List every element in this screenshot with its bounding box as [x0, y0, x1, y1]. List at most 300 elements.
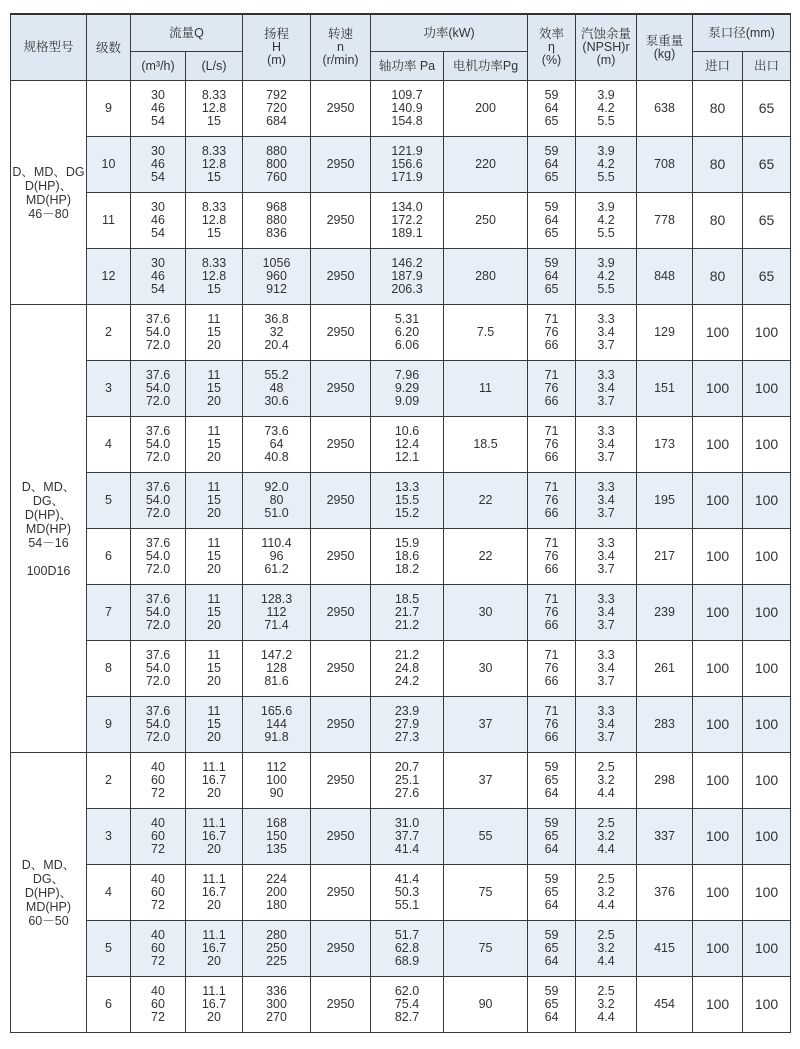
flow-ls-value: 20	[207, 394, 221, 408]
flow-ls-value: 15	[207, 717, 221, 731]
flow-ls-value: 11	[207, 424, 221, 438]
inlet-cell: 80	[693, 81, 743, 137]
head-value: 92.0	[264, 480, 289, 494]
flow-ls-cell	[186, 809, 243, 865]
speed-cell: 2950	[311, 809, 371, 865]
efficiency-value: 65	[544, 282, 559, 296]
flow-ls-value: 20	[207, 730, 221, 744]
flow-ls-value: 11.1	[202, 760, 226, 774]
npsh-value: 3.2	[597, 941, 615, 955]
head-value: 684	[266, 114, 287, 128]
efficiency-cell	[528, 305, 576, 361]
shaft-power-value: 12.1	[394, 450, 420, 464]
stage-cell: 7	[87, 585, 131, 641]
efficiency-value: 59	[544, 760, 559, 774]
flow-m3h-value: 37.6	[145, 424, 171, 438]
header-head: 扬程 H (m)	[243, 14, 311, 81]
flow-ls-value: 8.33	[201, 88, 227, 102]
npsh-value: 4.4	[597, 954, 615, 968]
outlet-cell: 100	[743, 585, 791, 641]
efficiency-value: 59	[544, 200, 559, 214]
efficiency-cell	[528, 361, 576, 417]
flow-ls-cell	[186, 193, 243, 249]
npsh-value: 5.5	[597, 114, 615, 128]
npsh-cell	[576, 361, 637, 417]
flow-m3h-cell	[131, 249, 186, 305]
flow-m3h-cell	[131, 977, 186, 1033]
npsh-value: 4.4	[597, 842, 615, 856]
table-row	[11, 641, 791, 697]
flow-ls-value: 20	[207, 506, 221, 520]
stage-cell: 5	[87, 921, 131, 977]
flow-m3h-value: 46	[151, 157, 165, 171]
flow-m3h-value: 72	[151, 842, 165, 856]
head-value: 90	[269, 786, 284, 800]
flow-m3h-value: 37.6	[145, 536, 171, 550]
flow-m3h-value: 46	[151, 269, 165, 283]
flow-m3h-value: 30	[151, 88, 165, 102]
head-cell	[243, 361, 311, 417]
head-value: 880	[266, 144, 287, 158]
outlet-cell: 65	[743, 249, 791, 305]
shaft-power-value: 31.0	[394, 816, 420, 830]
efficiency-cell	[528, 697, 576, 753]
head-value: 40.8	[264, 450, 289, 464]
head-cell	[243, 921, 311, 977]
flow-m3h-value: 72	[151, 898, 165, 912]
flow-m3h-value: 72	[151, 786, 165, 800]
inlet-cell: 100	[693, 865, 743, 921]
npsh-cell	[576, 529, 637, 585]
head-value: 100	[266, 773, 287, 787]
npsh-value: 3.3	[597, 368, 615, 382]
head-value: 61.2	[264, 562, 289, 576]
table-row	[11, 977, 791, 1033]
efficiency-value: 66	[544, 506, 559, 520]
npsh-value: 4.2	[597, 157, 615, 171]
shaft-power-value: 18.5	[394, 592, 420, 606]
flow-ls-cell	[186, 753, 243, 809]
shaft-power-value: 172.2	[391, 213, 423, 227]
flow-m3h-cell	[131, 753, 186, 809]
speed-cell: 2950	[311, 137, 371, 193]
head-cell	[243, 585, 311, 641]
npsh-value: 3.3	[597, 704, 615, 718]
flow-m3h-value: 40	[151, 928, 165, 942]
flow-m3h-value: 46	[151, 213, 165, 227]
head-value: 147.2	[260, 648, 293, 662]
flow-ls-value: 8.33	[201, 144, 227, 158]
head-value: 880	[266, 213, 287, 227]
shaft-power-value: 25.1	[394, 773, 420, 787]
weight-cell: 376	[637, 865, 693, 921]
efficiency-value: 76	[544, 493, 559, 507]
flow-ls-value: 11.1	[202, 928, 226, 942]
inlet-cell: 100	[693, 809, 743, 865]
shaft-power-cell	[371, 249, 444, 305]
outlet-cell: 100	[743, 473, 791, 529]
flow-ls-cell	[186, 697, 243, 753]
npsh-value: 3.3	[597, 424, 615, 438]
efficiency-cell	[528, 921, 576, 977]
efficiency-value: 65	[544, 226, 559, 240]
head-value: 64	[269, 437, 284, 451]
head-value: 135	[266, 842, 287, 856]
shaft-power-value: 18.2	[394, 562, 420, 576]
speed-cell: 2950	[311, 865, 371, 921]
npsh-value: 3.9	[597, 144, 615, 158]
stage-cell: 3	[87, 361, 131, 417]
weight-cell: 173	[637, 417, 693, 473]
outlet-cell: 100	[743, 361, 791, 417]
flow-ls-value: 11	[207, 648, 221, 662]
head-value: 112	[266, 760, 287, 774]
flow-ls-value: 16.7	[201, 829, 227, 843]
npsh-value: 5.5	[597, 170, 615, 184]
weight-cell: 415	[637, 921, 693, 977]
flow-ls-value: 16.7	[201, 941, 227, 955]
efficiency-value: 71	[544, 368, 559, 382]
outlet-cell: 65	[743, 137, 791, 193]
header-motor-power: 电机功率Pg	[444, 52, 528, 81]
efficiency-cell	[528, 249, 576, 305]
shaft-power-value: 109.7	[391, 88, 423, 102]
shaft-power-value: 146.2	[391, 256, 423, 270]
flow-ls-value: 15	[207, 170, 221, 184]
flow-m3h-cell	[131, 137, 186, 193]
shaft-power-cell	[371, 81, 444, 137]
shaft-power-value: 134.0	[391, 200, 423, 214]
efficiency-value: 66	[544, 618, 559, 632]
flow-m3h-value: 60	[151, 885, 165, 899]
shaft-power-value: 6.20	[394, 325, 420, 339]
head-value: 144	[266, 717, 287, 731]
npsh-value: 3.4	[597, 325, 615, 339]
inlet-cell: 100	[693, 529, 743, 585]
flow-m3h-value: 72	[151, 1010, 165, 1024]
flow-ls-cell	[186, 529, 243, 585]
table-row	[11, 137, 791, 193]
npsh-cell	[576, 249, 637, 305]
flow-m3h-value: 37.6	[145, 704, 171, 718]
npsh-cell	[576, 193, 637, 249]
npsh-value: 3.4	[597, 381, 615, 395]
shaft-power-value: 12.4	[394, 437, 420, 451]
npsh-value: 3.7	[597, 562, 615, 576]
flow-m3h-value: 72.0	[145, 618, 171, 632]
npsh-value: 5.5	[597, 282, 615, 296]
motor-power-cell: 55	[444, 809, 528, 865]
stage-cell: 6	[87, 977, 131, 1033]
npsh-value: 3.4	[597, 437, 615, 451]
head-value: 96	[269, 549, 284, 563]
stage-cell: 4	[87, 865, 131, 921]
npsh-value: 4.2	[597, 213, 615, 227]
inlet-cell: 100	[693, 753, 743, 809]
shaft-power-value: 206.3	[391, 282, 423, 296]
stage-cell: 11	[87, 193, 131, 249]
shaft-power-value: 18.6	[394, 549, 420, 563]
efficiency-cell	[528, 417, 576, 473]
head-cell	[243, 697, 311, 753]
npsh-value: 3.4	[597, 717, 615, 731]
shaft-power-value: 50.3	[394, 885, 420, 899]
weight-cell: 261	[637, 641, 693, 697]
flow-ls-value: 8.33	[201, 256, 227, 270]
shaft-power-value: 41.4	[394, 842, 420, 856]
flow-m3h-value: 54	[151, 282, 165, 296]
outlet-cell: 100	[743, 417, 791, 473]
efficiency-value: 64	[544, 842, 559, 856]
head-value: 224	[266, 872, 287, 886]
motor-power-cell: 90	[444, 977, 528, 1033]
npsh-value: 3.4	[597, 661, 615, 675]
table-row	[11, 529, 791, 585]
efficiency-value: 65	[544, 941, 559, 955]
efficiency-value: 71	[544, 648, 559, 662]
stage-cell: 9	[87, 81, 131, 137]
shaft-power-value: 140.9	[391, 101, 423, 115]
motor-power-cell: 75	[444, 865, 528, 921]
efficiency-value: 66	[544, 674, 559, 688]
shaft-power-cell	[371, 865, 444, 921]
header-inlet: 进口	[693, 52, 743, 81]
head-value: 760	[266, 170, 287, 184]
speed-cell: 2950	[311, 921, 371, 977]
head-value: 150	[266, 829, 287, 843]
npsh-value: 3.7	[597, 730, 615, 744]
flow-m3h-cell	[131, 641, 186, 697]
flow-ls-value: 11	[207, 536, 221, 550]
npsh-value: 3.3	[597, 592, 615, 606]
speed-cell: 2950	[311, 753, 371, 809]
head-value: 20.4	[264, 338, 289, 352]
efficiency-value: 59	[544, 872, 559, 886]
flow-m3h-value: 72	[151, 954, 165, 968]
efficiency-value: 59	[544, 984, 559, 998]
stage-cell: 6	[87, 529, 131, 585]
efficiency-value: 64	[544, 1010, 559, 1024]
npsh-value: 3.2	[597, 997, 615, 1011]
npsh-value: 2.5	[597, 984, 615, 998]
flow-m3h-value: 72.0	[145, 730, 171, 744]
flow-m3h-cell	[131, 865, 186, 921]
shaft-power-value: 6.06	[394, 338, 420, 352]
head-cell	[243, 193, 311, 249]
shaft-power-value: 62.8	[394, 941, 420, 955]
flow-m3h-value: 54.0	[145, 437, 171, 451]
flow-ls-value: 16.7	[201, 885, 227, 899]
shaft-power-value: 10.6	[394, 424, 420, 438]
efficiency-cell	[528, 865, 576, 921]
shaft-power-cell	[371, 977, 444, 1033]
speed-cell: 2950	[311, 697, 371, 753]
head-cell	[243, 249, 311, 305]
flow-ls-value: 20	[207, 954, 221, 968]
head-value: 112	[266, 605, 287, 619]
outlet-cell: 100	[743, 641, 791, 697]
flow-m3h-cell	[131, 305, 186, 361]
flow-ls-value: 20	[207, 338, 221, 352]
shaft-power-value: 154.8	[391, 114, 423, 128]
head-value: 250	[266, 941, 287, 955]
flow-ls-value: 11	[207, 312, 221, 326]
flow-m3h-value: 40	[151, 872, 165, 886]
inlet-cell: 100	[693, 977, 743, 1033]
head-cell	[243, 137, 311, 193]
flow-m3h-cell	[131, 921, 186, 977]
npsh-value: 4.4	[597, 1010, 615, 1024]
shaft-power-value: 21.2	[394, 648, 420, 662]
shaft-power-cell	[371, 921, 444, 977]
flow-ls-value: 15	[207, 325, 221, 339]
flow-m3h-value: 72.0	[145, 506, 171, 520]
head-value: 912	[266, 282, 287, 296]
flow-m3h-value: 40	[151, 984, 165, 998]
speed-cell: 2950	[311, 305, 371, 361]
stage-cell: 8	[87, 641, 131, 697]
head-value: 960	[266, 269, 287, 283]
head-cell	[243, 809, 311, 865]
table-row	[11, 697, 791, 753]
npsh-value: 3.2	[597, 885, 615, 899]
inlet-cell: 80	[693, 249, 743, 305]
header-model: 规格型号	[11, 14, 87, 81]
table-row	[11, 809, 791, 865]
inlet-cell: 100	[693, 305, 743, 361]
head-value: 128.3	[260, 592, 293, 606]
stage-cell: 2	[87, 753, 131, 809]
flow-ls-value: 20	[207, 1010, 221, 1024]
flow-ls-value: 20	[207, 618, 221, 632]
outlet-cell: 100	[743, 753, 791, 809]
flow-m3h-cell	[131, 361, 186, 417]
head-value: 1056	[262, 256, 291, 270]
shaft-power-value: 75.4	[394, 997, 420, 1011]
flow-ls-value: 11.1	[202, 984, 226, 998]
npsh-value: 4.2	[597, 101, 615, 115]
inlet-cell: 100	[693, 641, 743, 697]
inlet-cell: 100	[693, 417, 743, 473]
head-cell	[243, 81, 311, 137]
shaft-power-value: 9.09	[394, 394, 420, 408]
head-cell	[243, 753, 311, 809]
shaft-power-value: 15.2	[394, 506, 420, 520]
head-value: 71.4	[264, 618, 289, 632]
flow-ls-cell	[186, 417, 243, 473]
head-value: 720	[266, 101, 287, 115]
flow-ls-cell	[186, 921, 243, 977]
flow-m3h-value: 54.0	[145, 661, 171, 675]
weight-cell: 195	[637, 473, 693, 529]
head-value: 800	[266, 157, 287, 171]
shaft-power-value: 55.1	[394, 898, 420, 912]
flow-m3h-value: 37.6	[145, 592, 171, 606]
header-port: 泵口径(mm)	[693, 14, 791, 52]
shaft-power-cell	[371, 809, 444, 865]
flow-ls-value: 15	[207, 549, 221, 563]
shaft-power-value: 171.9	[391, 170, 423, 184]
header-shaft-power: 轴功率 Pa	[371, 52, 444, 81]
flow-ls-value: 11	[207, 368, 221, 382]
table-row	[11, 361, 791, 417]
shaft-power-value: 23.9	[394, 704, 420, 718]
motor-power-cell: 22	[444, 529, 528, 585]
table-row	[11, 249, 791, 305]
efficiency-value: 64	[544, 157, 559, 171]
npsh-value: 2.5	[597, 928, 615, 942]
flow-ls-value: 16.7	[201, 773, 227, 787]
shaft-power-value: 20.7	[394, 760, 420, 774]
flow-m3h-cell	[131, 193, 186, 249]
flow-ls-cell	[186, 641, 243, 697]
head-value: 80	[269, 493, 284, 507]
head-cell	[243, 641, 311, 697]
header-power: 功率(kW)	[371, 14, 528, 52]
shaft-power-value: 51.7	[394, 928, 420, 942]
head-value: 225	[266, 954, 287, 968]
outlet-cell: 65	[743, 193, 791, 249]
model-cell: D、MD、DG、 D(HP)、 MD(HP) 60－50	[11, 753, 87, 1033]
flow-m3h-value: 54.0	[145, 493, 171, 507]
weight-cell: 217	[637, 529, 693, 585]
flow-m3h-value: 30	[151, 144, 165, 158]
shaft-power-value: 156.6	[391, 157, 423, 171]
efficiency-value: 59	[544, 928, 559, 942]
flow-m3h-value: 72.0	[145, 674, 171, 688]
npsh-value: 3.4	[597, 549, 615, 563]
npsh-value: 2.5	[597, 816, 615, 830]
shaft-power-cell	[371, 361, 444, 417]
flow-m3h-value: 54.0	[145, 325, 171, 339]
head-cell	[243, 305, 311, 361]
model-cell: D、MD、DG D(HP)、 MD(HP) 46－80	[11, 81, 87, 305]
motor-power-cell: 250	[444, 193, 528, 249]
npsh-cell	[576, 417, 637, 473]
npsh-value: 4.4	[597, 786, 615, 800]
flow-m3h-value: 37.6	[145, 480, 171, 494]
shaft-power-value: 24.2	[394, 674, 420, 688]
outlet-cell: 100	[743, 977, 791, 1033]
npsh-value: 3.4	[597, 605, 615, 619]
stage-cell: 12	[87, 249, 131, 305]
npsh-cell	[576, 641, 637, 697]
flow-m3h-value: 46	[151, 101, 165, 115]
flow-ls-value: 15	[207, 226, 221, 240]
efficiency-value: 66	[544, 562, 559, 576]
stage-cell: 4	[87, 417, 131, 473]
flow-m3h-value: 30	[151, 200, 165, 214]
flow-m3h-value: 60	[151, 773, 165, 787]
shaft-power-value: 9.29	[394, 381, 420, 395]
head-value: 128	[266, 661, 287, 675]
head-cell	[243, 977, 311, 1033]
flow-m3h-cell	[131, 81, 186, 137]
npsh-value: 3.9	[597, 88, 615, 102]
shaft-power-cell	[371, 697, 444, 753]
shaft-power-value: 21.2	[394, 618, 420, 632]
shaft-power-cell	[371, 753, 444, 809]
shaft-power-value: 68.9	[394, 954, 420, 968]
efficiency-value: 76	[544, 437, 559, 451]
flow-m3h-value: 54.0	[145, 381, 171, 395]
head-value: 336	[266, 984, 287, 998]
head-value: 48	[269, 381, 284, 395]
head-value: 30.6	[264, 394, 289, 408]
flow-ls-value: 12.8	[201, 269, 227, 283]
efficiency-value: 59	[544, 88, 559, 102]
efficiency-cell	[528, 809, 576, 865]
